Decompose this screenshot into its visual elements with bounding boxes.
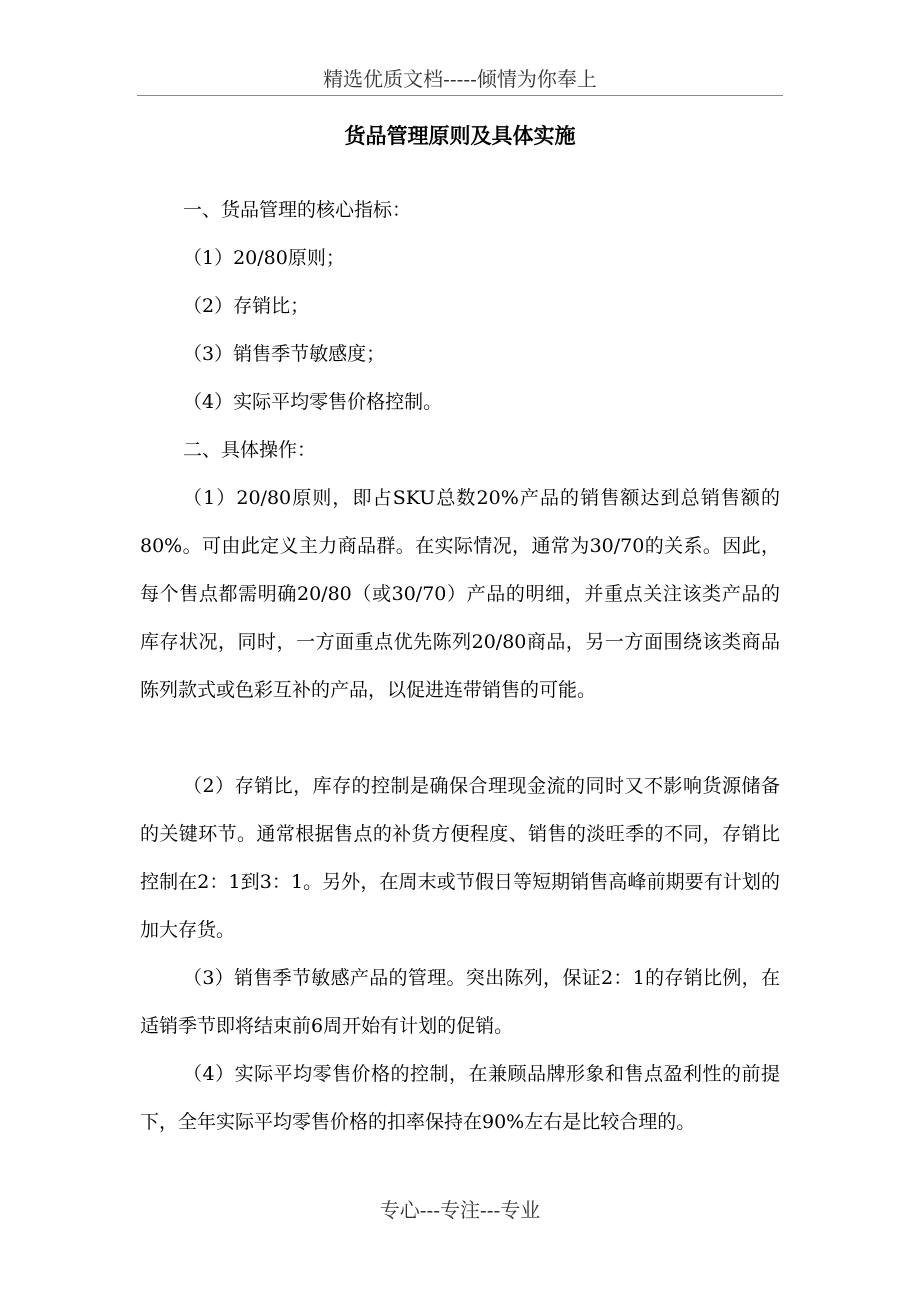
document-title: 货品管理原则及具体实施 bbox=[344, 124, 576, 148]
indicator-item-1: （1）20/80原则； bbox=[183, 247, 345, 269]
indicator-item-3: （3）销售季节敏感度； bbox=[183, 343, 386, 365]
section-2-heading: 二、具体操作： bbox=[183, 439, 317, 461]
page-header: 精选优质文档-----倾情为你奉上 bbox=[323, 67, 597, 91]
operation-paragraph-1: （1）20/80原则，即占SKU总数20%产品的销售额达到总销售额的80%。可由此定义主力商品群。在实际情况，通常为30/70的关系。因此，每个售点都需明确20/80（或30/70）产品的明细，并重点关注该类产品的库存状况，同时，一方面重点优先陈列20/80商品，另一方面围绕该类商品陈列款式或色彩互补的产品，以促进连带销售的可能。 bbox=[140, 487, 780, 701]
operation-paragraph-3: （3）销售季节敏感产品的管理。突出陈列，保证2：1的存销比例，在适销季节即将结束前6周开始有计划的促销。 bbox=[140, 967, 780, 1037]
section-1-heading: 一、货品管理的核心指标： bbox=[183, 199, 412, 221]
indicator-item-4: （4）实际平均零售价格控制。 bbox=[183, 391, 443, 413]
indicator-item-2: （2）存销比； bbox=[183, 295, 310, 317]
page-footer: 专心---专注---专业 bbox=[379, 1198, 541, 1222]
header-divider bbox=[137, 95, 783, 96]
operation-paragraph-2: （2）存销比，库存的控制是确保合理现金流的同时又不影响货源储备的关键环节。通常根据售点的补货方便程度、销售的淡旺季的不同，存销比控制在2：1到3：1。另外，在周末或节假日等短期销售高峰前期要有计划的加大存货。 bbox=[140, 775, 780, 941]
operation-paragraph-4: （4）实际平均零售价格的控制，在兼顾品牌形象和售点盈利性的前提下，全年实际平均零售价格的扣率保持在90%左右是比较合理的。 bbox=[140, 1063, 780, 1133]
